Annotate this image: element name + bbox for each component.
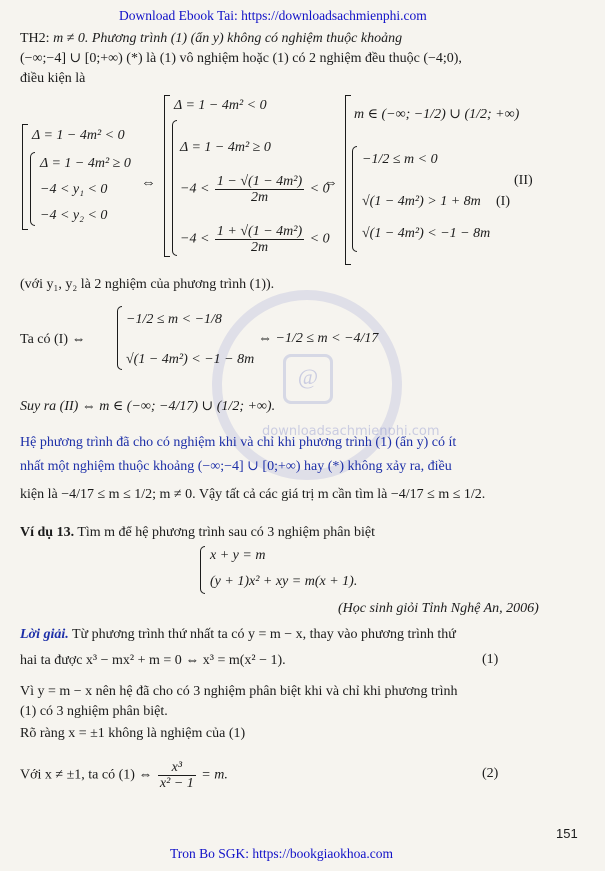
sys-a-line-4: −4 < y₂ < 0 <box>40 208 108 223</box>
brace-c <box>352 146 357 252</box>
watermark-book-icon: @ <box>283 354 333 404</box>
voi-num: x³ <box>158 760 196 776</box>
equiv-2: ⇔ <box>323 175 338 191</box>
sys-a-line-2: Δ = 1 − 4m² ≥ 0 <box>40 156 131 171</box>
th2-line-2: (−∞;−4] ∪ [0;+∞) (*) là (1) vô nghiệm hoặc (1) có 2 nghiệm đều thuộc (−4;0), <box>20 51 462 66</box>
brace-vidu <box>200 546 205 594</box>
sys-b4-right: < 0 <box>309 231 330 247</box>
sys-c-line-4: √(1 − 4m²) < −1 − 8m <box>362 226 491 241</box>
sys-b3-left: −4 < <box>180 181 210 197</box>
vidu-eq-2: (y + 1)x² + xy = m(x + 1). <box>210 574 358 589</box>
sys-b-line-4 <box>180 224 330 255</box>
footer-sgk-link[interactable]: Tron Bo SGK: https://bookgiaokhoa.com <box>170 846 394 861</box>
sys-b-line-3 <box>180 174 330 205</box>
bracket-b <box>164 95 170 257</box>
hai-ta-line: hai ta được x³ − mx² + m = 0 ⇔ x³ = m(x² − 1). <box>20 653 286 668</box>
sys-b3-right: < 0 <box>309 181 330 197</box>
page-number: 151 <box>556 826 578 841</box>
voi-text: Với x ≠ ±1, ta có (1) ⇔ <box>20 767 153 783</box>
sys-b3-num: 1 − √(1 − 4m²) <box>216 174 303 189</box>
sys-c-line-1: m ∈ (−∞; −1/2) ∪ (1/2; +∞) <box>354 107 520 122</box>
taco-row-2: √(1 − 4m²) < −1 − 8m <box>126 352 255 367</box>
sys-b4-fraction <box>215 224 304 255</box>
voi-right: = m. <box>201 767 228 783</box>
th2-line-3: điều kiện là <box>20 71 86 86</box>
sys-b4-left: −4 < <box>180 231 210 247</box>
tag-2: (2) <box>482 766 499 781</box>
vi-line-2: (1) có 3 nghiệm phân biệt. <box>20 704 168 719</box>
brace-a <box>30 152 35 226</box>
sys-a-line-1: Δ = 1 − 4m² < 0 <box>32 128 125 143</box>
vidu-text: Tìm m để hệ phương trình sau có 3 nghiệm phân biệt <box>77 525 375 540</box>
vidu-label: Ví dụ 13. <box>20 525 75 540</box>
sys-c-tag-ii: (II) <box>514 173 533 188</box>
th2-label: TH2: <box>20 31 50 46</box>
watermark-text: downloadsachmienphi.com <box>262 424 440 439</box>
sys-c-line-3: √(1 − 4m²) > 1 + 8m <box>362 194 481 209</box>
hpt-line-1: Hệ phương trình đã cho có nghiệm khi và chỉ khi phương trình (1) (ẩn y) có ít <box>20 435 457 450</box>
vidu-source: (Học sinh giỏi Tỉnh Nghệ An, 2006) <box>338 601 539 616</box>
th2-text: m ≠ 0. Phương trình (1) (ẩn y) không có nghiệm thuộc khoảng <box>53 31 403 46</box>
loigiai-text: Từ phương trình thứ nhất ta có y = m − x, thay vào phương trình thứ <box>71 627 456 642</box>
voi-line <box>20 760 228 791</box>
sys-b3-fraction <box>215 174 304 205</box>
suyra-line: Suy ra (II) ⇔ m ∈ (−∞; −4/17) ∪ (1/2; +∞). <box>20 399 276 414</box>
sys-b4-den: 2m <box>250 240 269 255</box>
bracket-c <box>345 95 351 265</box>
ro-line: Rõ ràng x = ±1 không là nghiệm của (1) <box>20 726 246 741</box>
sys-c-line-2: −1/2 ≤ m < 0 <box>362 152 438 167</box>
vidu-eq-1: x + y = m <box>210 548 266 563</box>
bracket-a <box>22 124 28 230</box>
header-download-link[interactable]: Download Ebook Tai: https://downloadsachmienphi.com <box>119 8 427 23</box>
vidu-line <box>20 524 375 542</box>
taco-row-1: −1/2 ≤ m < −1/8 <box>126 312 222 327</box>
hpt-line-3: kiện là −4/17 ≤ m ≤ 1/2; m ≠ 0. Vậy tất cả các giá trị m cần tìm là −4/17 ≤ m ≤ 1/2. <box>20 487 486 502</box>
taco-label: Ta có (I) ⇔ <box>20 332 86 347</box>
with-note: (với y₁, y₂ là 2 nghiệm của phương trình (1)). <box>20 277 275 292</box>
sys-b-line-1: Δ = 1 − 4m² < 0 <box>174 98 267 113</box>
equiv-1: ⇔ <box>141 175 156 191</box>
voi-fraction <box>158 760 196 791</box>
tag-1: (1) <box>482 652 499 667</box>
sys-b-line-2: Δ = 1 − 4m² ≥ 0 <box>180 140 271 155</box>
sys-b4-num: 1 + √(1 − 4m²) <box>216 224 303 239</box>
sys-c-tag-i: (I) <box>496 194 510 209</box>
voi-den: x² − 1 <box>159 776 194 791</box>
brace-taco <box>117 306 122 370</box>
loigiai-line <box>20 626 456 644</box>
sys-b3-den: 2m <box>250 190 269 205</box>
loigiai-label: Lời giải. <box>20 627 69 642</box>
sys-a-line-3: −4 < y₁ < 0 <box>40 182 108 197</box>
taco-result: ⇔ −1/2 ≤ m < −4/17 <box>258 331 379 346</box>
hpt-line-2: nhất một nghiệm thuộc khoảng (−∞;−4] ∪ [0;+∞) hay (*) không xảy ra, điều <box>20 459 452 474</box>
th2-line-1 <box>20 30 402 48</box>
brace-b <box>172 120 177 256</box>
vi-line-1: Vì y = m − x nên hệ đã cho có 3 nghiệm phân biệt khi và chỉ khi phương trình <box>20 684 458 699</box>
